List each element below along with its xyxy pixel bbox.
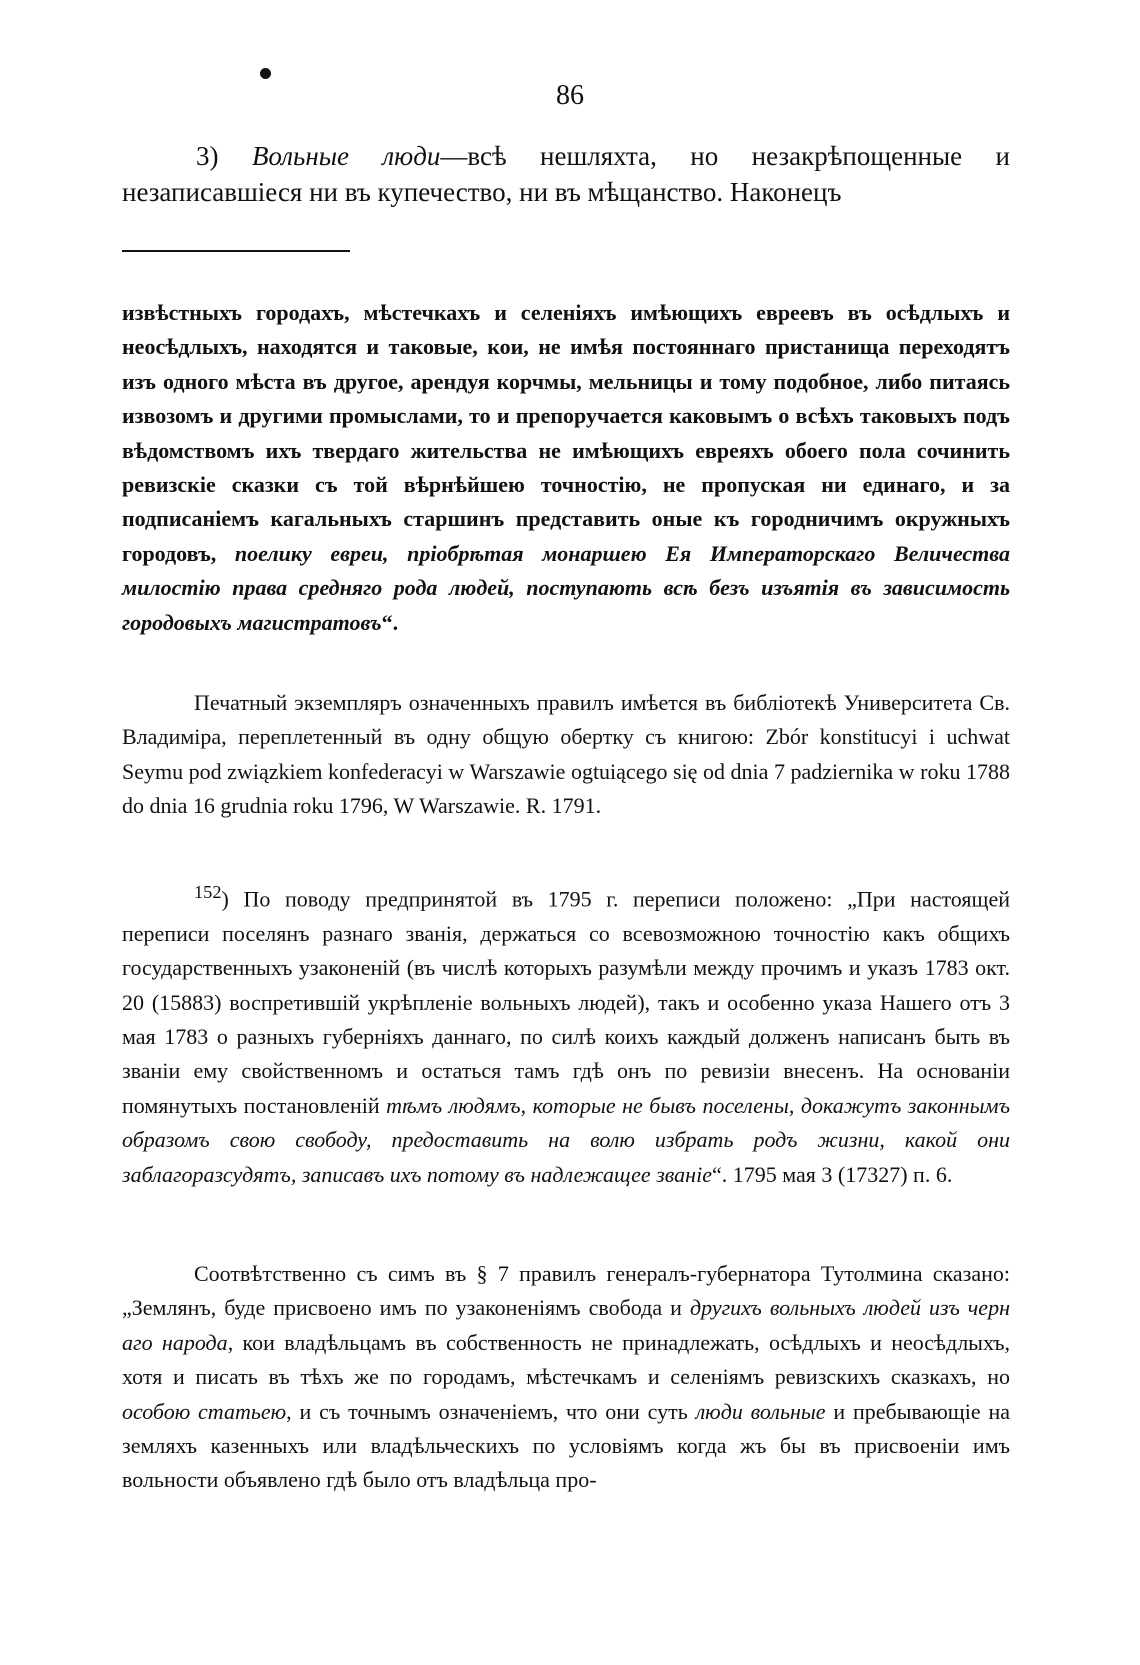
footnote-marker: 152: [194, 882, 222, 902]
footnote-library-text: Печатный экземпляръ означенныхъ правилъ имѣется въ библіотекѣ Университета Св. Владиміра, переплетенный въ одну общую обертку съ книгою: Zbór konstitucyi i uchwat Seymu pod związkiem konfederacyi w Warszawie ogtuiącego się od dnia 7 padziernika w roku 1788 do dnia 16 grudnia roku 1796, W Warszawie. R. 1791.: [122, 690, 1010, 819]
footnote-152: [122, 875, 1010, 1192]
footnote-152-text2: “. 1795 мая 3 (17327) п. 6.: [711, 1161, 953, 1187]
footnote-library: [122, 686, 1010, 824]
footnote-tutolmin-italic1: другихъ вольныхъ людей изъ черн аго народа: [122, 1295, 1010, 1355]
footnote-continuation-text: извѣстныхъ городахъ, мѣстечкахъ и селеніяхъ имѣющихъ евреевъ въ осѣдлыхъ и неосѣдлыхъ, находятся и таковые, кои, не имѣя постояннаго пристанища переходятъ изъ одного мѣста въ другое, арендуя корчмы, мельницы и тому подобное, либо питаясь извозомъ и другими промыслами, то и препоручается каковымъ о всѣхъ таковыхъ подъ вѣдомствомъ ихъ твердаго жительства не имѣющихъ евреяхъ обоего пола сочинить ревизскіе сказки съ той вѣрнѣйшею точностію, не пропуская ни единаго, и за подписаніемъ кагальныхъ старшинъ представить оные къ городничимъ окружныхъ городовъ,: [122, 300, 1010, 566]
footnote-tutolmin-text4: и пребывающіе на земляхъ казенныхъ или владѣльческихъ по условіямъ когда жъ бы въ присвоеніи имъ вольности объявлено гдѣ было отъ владѣльца про-: [122, 1398, 1010, 1493]
footnote-continuation: [122, 296, 1010, 640]
main-paragraph: [122, 138, 1010, 210]
main-rest: —всѣ нешляхта, но незакрѣпощенные и незаписавшіеся ни въ купечество, ни въ мѣщанство. Наконецъ: [122, 141, 1010, 207]
footnote-tutolmin-italic2: особою статьею: [122, 1398, 287, 1424]
ink-dot: [260, 68, 271, 79]
footnote-152-text1: ) По поводу предпринятой въ 1795 г. переписи положено: „При настоящей переписи поселянъ разнаго званія, держаться со всевозможною точностію какъ общихъ государственныхъ узаконеній (въ числѣ которыхъ разумѣли между прочимъ и указъ 1783 окт. 20 (15883) воспретившій укрѣпленіе вольныхъ людей), такъ и особенно указа Нашего отъ 3 мая 1783 о разныхъ губерніяхъ даннаго, по силѣ коихъ каждый долженъ написанъ быть въ званіи ему свойственномъ и остаться тамъ гдѣ онъ по ревизіи внесенъ. На основаніи помянутыхъ постановленій: [122, 886, 1010, 1118]
footnote-rule: [122, 250, 350, 252]
footnote-continuation-italic: поелику евреи, пріобрѣтая монаршею Ея Императорскаго Величества милостію права средняго рода людей, поступають всѣ безъ изъятія въ зависимость городовыхъ магистратовъ: [122, 540, 1010, 635]
footnote-continuation-end: “.: [381, 609, 399, 635]
main-italic-term: Вольные люди: [251, 141, 441, 171]
footnote-152-italic: тѣмъ людямъ, которые не бывъ поселены, докажутъ законнымъ образомъ свою свободу, предоставить на волю избрать родъ жизни, какой они заблагоразсудятъ, записавъ ихъ потому въ надлежащее званіе: [122, 1092, 1011, 1187]
footnote-tutolmin-text3: , и съ точнымъ означеніемъ, что они суть: [286, 1398, 696, 1424]
footnote-tutolmin-text2: , кои владѣльцамъ въ собственность не принадлежать, осѣдлыхъ и неосѣдлыхъ, хотя и писать въ тѣхъ же по городамъ, мѣстечкамъ и селеніямъ ревизскихъ сказкахъ, но: [122, 1329, 1010, 1390]
main-lead: 3): [196, 141, 252, 171]
footnote-tutolmin-italic3: люди вольные: [695, 1398, 826, 1424]
page-number: 86: [556, 80, 584, 111]
footnote-tutolmin: [122, 1257, 1010, 1498]
footnote-tutolmin-text1: Соотвѣтственно съ симъ въ § 7 правилъ генералъ-губернатора Тутолмина сказано: „Землянъ, буде присвоено имъ по узаконеніямъ свобода и: [122, 1261, 1010, 1321]
